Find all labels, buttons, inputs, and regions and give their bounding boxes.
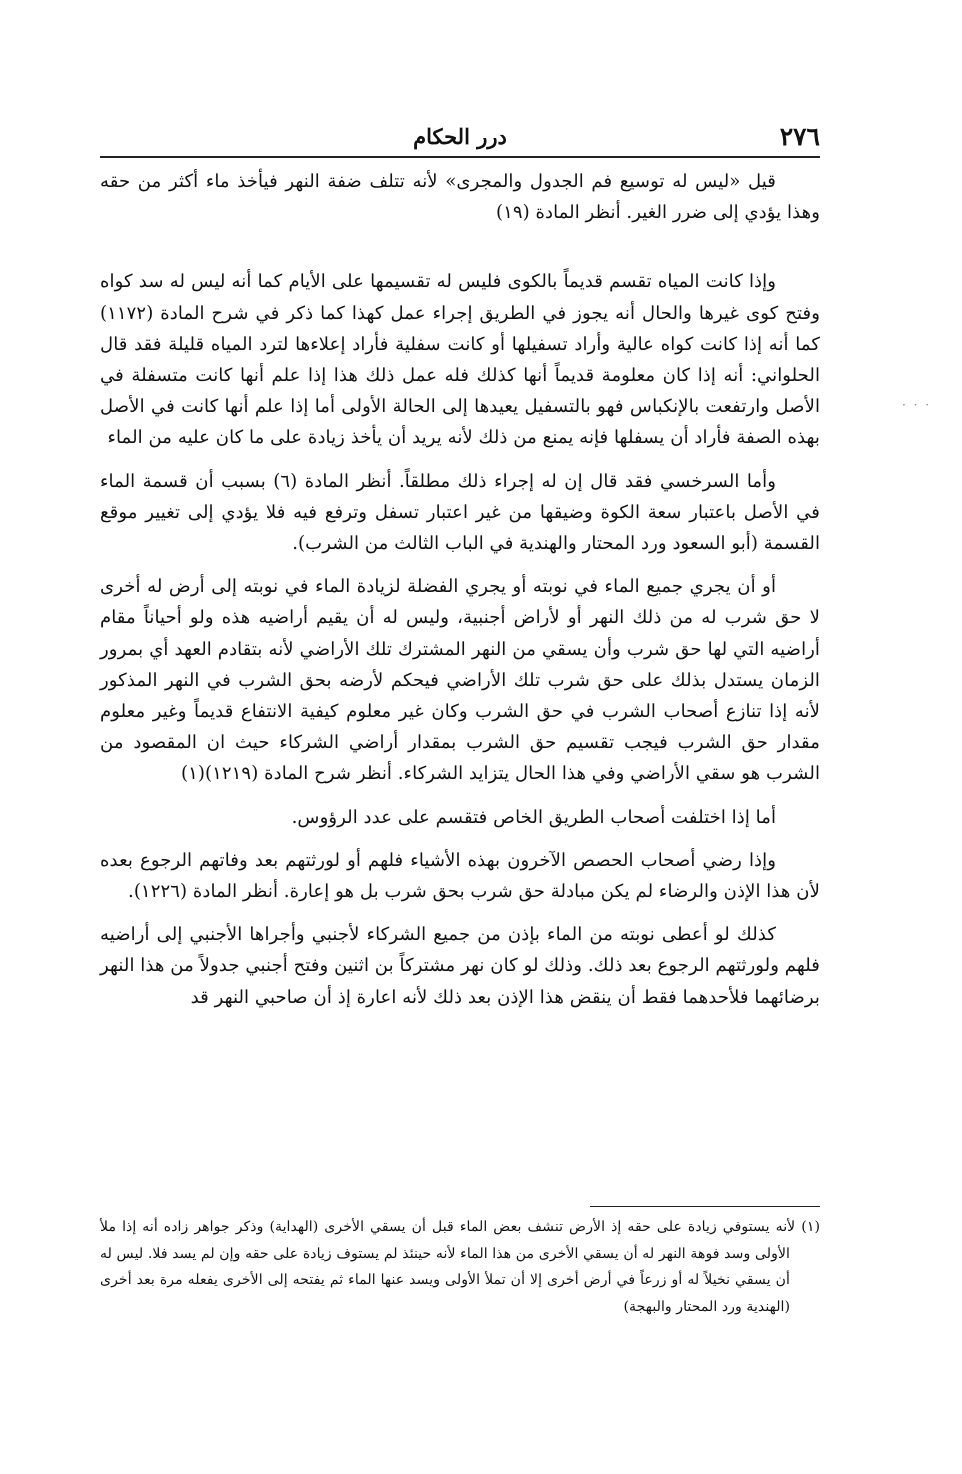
footnote-divider xyxy=(590,1206,820,1207)
body-text xyxy=(100,166,820,1013)
margin-mark: · · · xyxy=(902,398,932,412)
paragraph: قيل «ليس له توسيع فم الجدول والمجرى» لأنه تتلف ضفة النهر فيأخذ ماء أكثر من حقه وهذا يؤدي إلى ضرر الغير. أنظر المادة (١٩) xyxy=(100,171,820,224)
paragraph: أو أن يجري جميع الماء في نوبته أو يجري الفضلة لزيادة الماء في نوبته إلى أرض له أخرى لا حق شرب له من ذلك النهر أو لأراض أجنبية، وليس له أن يقيم أراضيه هذه ولو أحياناً مقام أراضيه التي لها حق شرب وأن يسقي من النهر المشترك تلك الأراضي لأنه بتقادم العهد أي بمرور الزمان يستدل بذلك على حق شرب تلك الأراضي فيحكم لأرضه بحق الشرب في النهر المذكور لأنه إذا تنازع أصحاب الشرب في حق الشرب وكان غير معلوم كيفية الانتفاع قديماً وغير معلوم مقدار حق الشرب فيجب تقسيم حق الشرب بمقدار أراضي الشركاء حيث ان المقصود من الشرب هو سقي الأراضي وفي هذا الحال يتزايد الشركاء. أنظر شرح المادة (١٢١٩)(١) xyxy=(100,576,820,785)
page-header xyxy=(100,122,820,158)
paragraph: وإذا كانت المياه تقسم قديماً بالكوى فليس له تقسيمها على الأيام كما أنه ليس له سد كواه وفتح كوى غيرها والحال أنه يجوز في الطريق إجراء عمل كهذا كما ذكر في شرح المادة (١١٧٢) كما أنه إذا كانت كواه عالية وأراد تسفيلها أو كانت سفلية فأراد إعلاءها لترد المياه قليلة فقد قال الحلواني: أنه إذا كان معلومة قديماً أنها كذلك فله عمل ذلك هذا إذا علم أنها كانت متسفلة في الأصل وارتفعت بالإنكباس فهو بالتسفيل يعيدها إلى الحالة الأولى أما إذا علم أنها كانت في الأصل بهذه الصفة فأراد أن يسفلها فإنه يمنع من ذلك لأنه يريد أن يأخذ زيادة على ما كان عليه من الماء xyxy=(100,271,820,449)
paragraph: وإذا رضي أصحاب الحصص الآخرون بهذه الأشياء فلهم أو لورثتهم بعد وفاتهم الرجوع بعده لأن هذا الإذن والرضاء لم يكن مبادلة حق شرب بحق شرب بل هو إعارة. أنظر المادة (١٢٢٦). xyxy=(100,849,820,903)
footnotes xyxy=(100,1214,820,1320)
footnote: (١) لأنه يستوفي زيادة على حقه إذ الأرض تنشف بعض الماء قبل أن يسقي الأخرى (الهداية) وذكر جواهر زاده أنه إذا ملأ الأولى وسد فوهة النهر له أن يسقي الأخرى من هذا الماء لأنه حينئذ لم يستوف زيادة على حقه وإن لم يسد فلا. ليس له أن يسقي نخيلاً له أو زرعاً في أرض أخرى إلا أن تملأ الأولى ويسد عنها الماء ثم يفتحه إلى الأخرى يفعله مرة بعد أخرى (الهندية ورد المحتار والبهجة) xyxy=(100,1219,820,1315)
paragraph: وأما السرخسي فقد قال إن له إجراء ذلك مطلقاً. أنظر المادة (٦) بسبب أن قسمة الماء في الأصل باعتبار سعة الكوة وضيقها من غير اعتبار تسفل وترفع فيه فلا يؤدي إلى تغيير موقع القسمة (أبو السعود ورد المحتار والهندية في الباب الثالث من الشرب). xyxy=(100,470,820,555)
paragraph: أما إذا اختلفت أصحاب الطريق الخاص فتقسم على عدد الرؤوس. xyxy=(291,806,776,828)
running-title: درر الحكام xyxy=(413,124,507,149)
paragraph: كذلك لو أعطى نوبته من الماء بإذن من جميع الشركاء لأجنبي وأجراها الأجنبي إلى أراضيه فلهم ولورثتهم الرجوع بعد ذلك. وذلك لو كان نهر مشتركاً بن اثنين وفتح أجنبي جدولاً من هذا النهر برضائهما فلأحدهما فقط أن ينقض هذا الإذن بعد ذلك لأنه اعارة إذ أن صاحبي النهر قد xyxy=(100,924,820,1008)
page-number: ٢٧٦ xyxy=(779,122,820,151)
